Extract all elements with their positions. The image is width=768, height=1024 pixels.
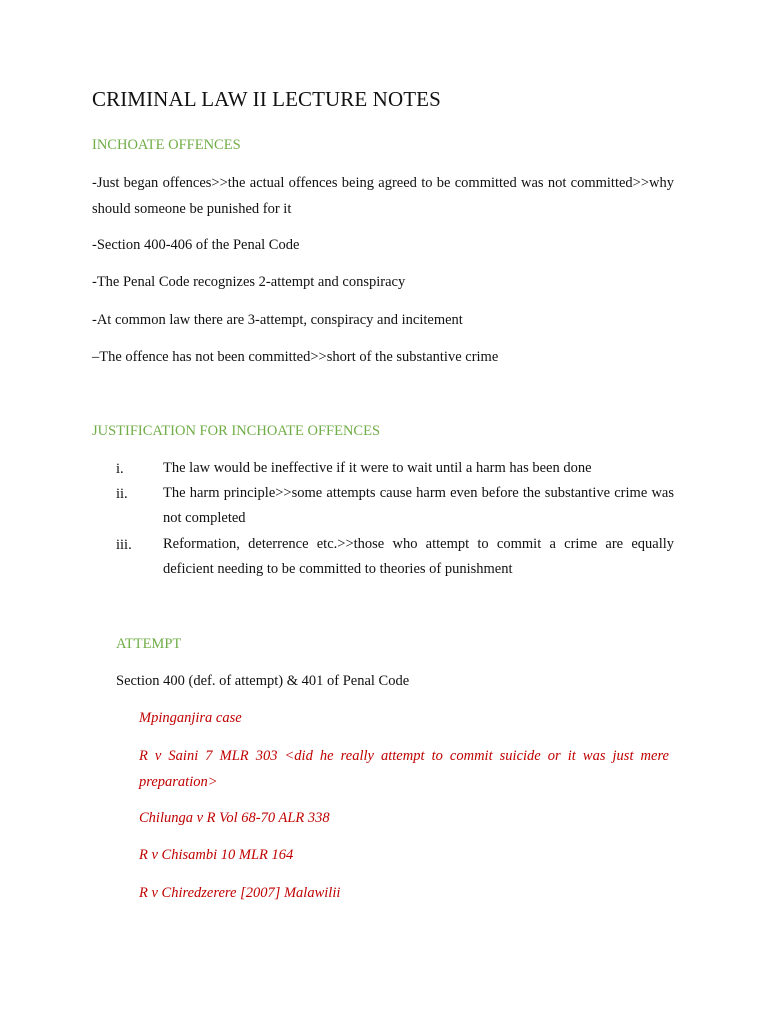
document-title: CRIMINAL LAW II LECTURE NOTES bbox=[92, 87, 441, 111]
list-item-number: iii. bbox=[116, 537, 132, 553]
paragraph-just-began: -Just began offences>>the actual offences being agreed to be committed was not committed>>why should someone be punished for it bbox=[92, 175, 674, 217]
list-item-text: The law would be ineffective if it were to wait until a harm has been done bbox=[163, 460, 592, 476]
case-citation: R v Chisambi 10 MLR 164 bbox=[139, 847, 294, 863]
list-item-text: The harm principle>>some attempts cause harm even before the substantive crime was not completed bbox=[163, 485, 674, 526]
case-citation: Chilunga v R Vol 68-70 ALR 338 bbox=[139, 810, 330, 826]
list-item-number: i. bbox=[116, 461, 124, 477]
list-item-number: ii. bbox=[116, 486, 128, 502]
paragraph-section-ref: -Section 400-406 of the Penal Code bbox=[92, 237, 300, 253]
paragraph-not-committed: –The offence has not been committed>>short of the substantive crime bbox=[92, 349, 499, 365]
list-item-text: Reformation, deterrence etc.>>those who attempt to commit a crime are equally deficient needing to be committed to theories of punishment bbox=[163, 536, 674, 577]
case-citation: R v Chiredzerere [2007] Malawilii bbox=[139, 885, 341, 901]
paragraph-penal-code: -The Penal Code recognizes 2-attempt and conspiracy bbox=[92, 274, 406, 290]
paragraph-common-law: -At common law there are 3-attempt, conspiracy and incitement bbox=[92, 312, 463, 328]
case-citation: R v Saini 7 MLR 303 <did he really attempt to commit suicide or it was just mere preparation> bbox=[139, 748, 669, 790]
case-citation: Mpinganjira case bbox=[139, 710, 242, 726]
heading-justification: JUSTIFICATION FOR INCHOATE OFFENCES bbox=[92, 423, 381, 439]
heading-inchoate-offences: INCHOATE OFFENCES bbox=[92, 137, 241, 153]
heading-attempt: ATTEMPT bbox=[116, 636, 182, 652]
section-reference: Section 400 (def. of attempt) & 401 of Penal Code bbox=[116, 673, 410, 689]
